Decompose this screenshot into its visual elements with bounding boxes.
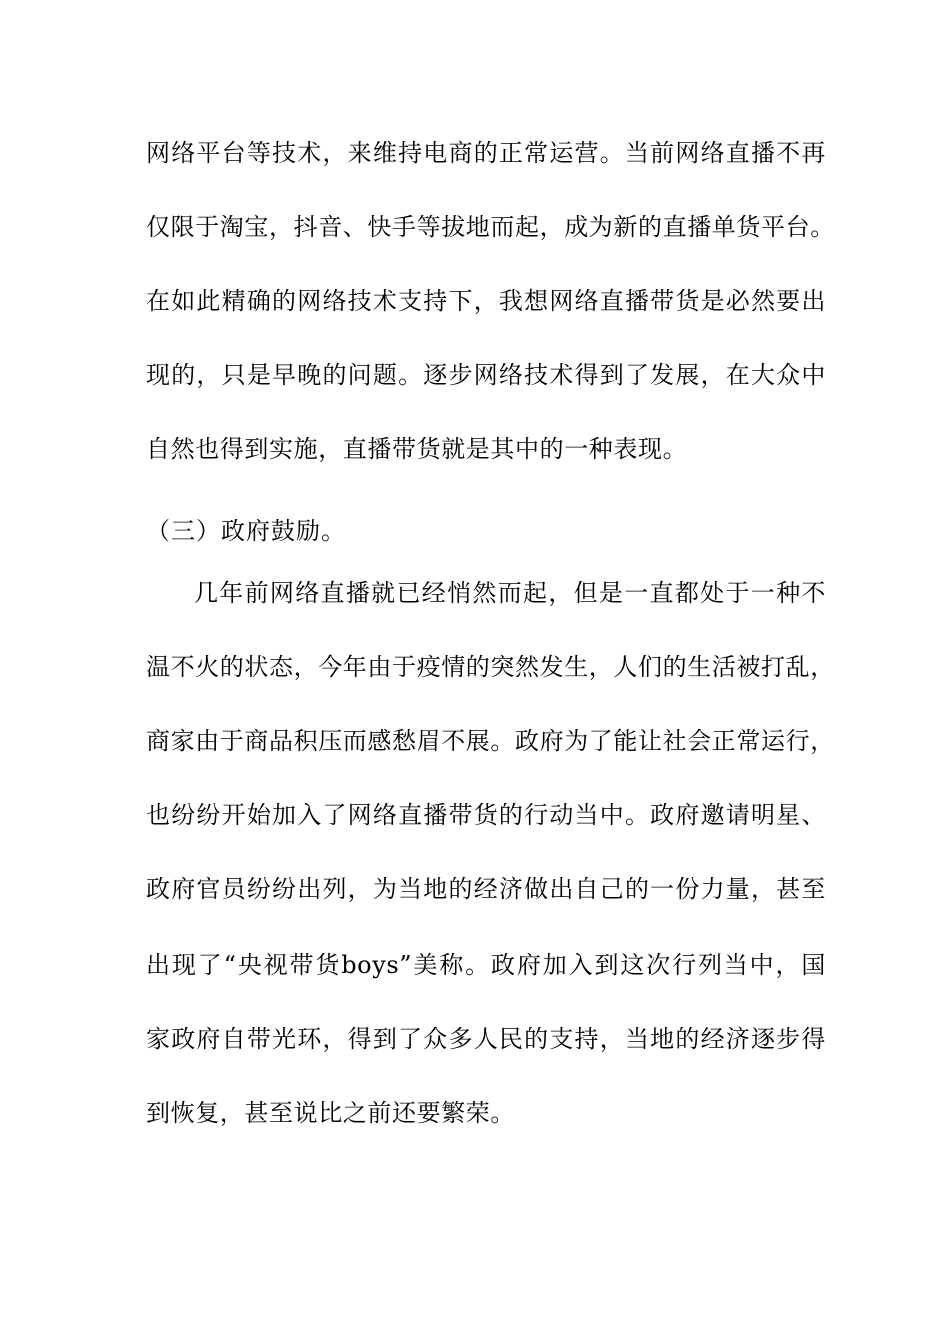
paragraph-2-line-1: 几年前网络直播就已经悄然而起，但是一直都处于一种不	[194, 579, 826, 607]
paragraph-2-line-2: 温不火的状态，今年由于疫情的突然发生，人们的生活被打乱，	[146, 653, 835, 681]
paragraph-1-line-3: 在如此精确的网络技术支持下，我想网络直播带货是必然要出	[146, 287, 826, 315]
section-heading: （三）政府鼓励。	[146, 517, 346, 545]
paragraph-1-line-1: 网络平台等技术，来维持电商的正常运营。当前网络直播不再	[146, 139, 826, 167]
paragraph-2-line-8: 到恢复，甚至说比之前还要繁荣。	[146, 1099, 515, 1127]
paragraph-2-line-5: 政府官员纷纷出列，为当地的经济做出自己的一份力量，甚至	[146, 875, 826, 903]
paragraph-2-line-4: 也纷纷开始加入了网络直播带货的行动当中。政府邀请明星、	[146, 801, 826, 829]
paragraph-1-line-5: 自然也得到实施，直播带货就是其中的一种表现。	[146, 435, 688, 463]
paragraph-2-line-3: 商家由于商品积压而感愁眉不展。政府为了能让社会正常运行，	[146, 727, 835, 755]
paragraph-2-line-6: 出现了“央视带货boys”美称。政府加入到这次行列当中，国	[146, 951, 826, 979]
paragraph-1-line-4: 现的，只是早晚的问题。逐步网络技术得到了发展，在大众中	[146, 361, 826, 389]
paragraph-1-line-2: 仅限于淘宝，抖音、快手等拔地而起，成为新的直播单货平台。	[146, 213, 835, 241]
paragraph-2-line-7: 家政府自带光环，得到了众多人民的支持，当地的经济逐步得	[146, 1025, 826, 1053]
